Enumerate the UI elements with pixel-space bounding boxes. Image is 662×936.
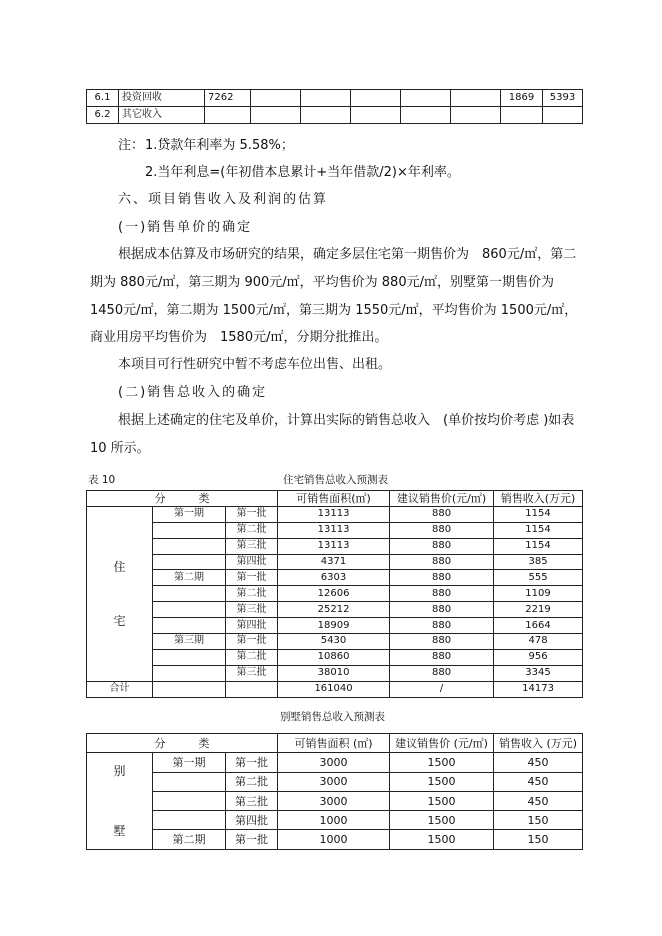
price-value: 880 bbox=[390, 618, 494, 634]
header-category: 分 类 bbox=[87, 734, 278, 753]
price-value: 880 bbox=[390, 570, 494, 586]
note-label: 注： bbox=[118, 138, 145, 153]
revenue-value: 1664 bbox=[494, 618, 583, 634]
table-row bbox=[87, 634, 583, 650]
row-name: 投资回收 bbox=[119, 90, 205, 107]
price-value: 1500 bbox=[390, 772, 494, 791]
area-value: 3000 bbox=[278, 753, 390, 772]
cell bbox=[301, 90, 351, 107]
area-value: 6303 bbox=[278, 570, 390, 586]
group-label-bottom: 宅 bbox=[113, 613, 126, 628]
total-revenue: 14173 bbox=[494, 681, 583, 697]
section-heading: 六、项目销售收入及利润的估算 bbox=[118, 192, 329, 207]
batch-label: 第二批 bbox=[226, 522, 278, 538]
table-row bbox=[87, 586, 583, 602]
header-category: 分 类 bbox=[87, 491, 278, 507]
area-value: 18909 bbox=[278, 618, 390, 634]
batch-label: 第四批 bbox=[226, 554, 278, 570]
area-value: 1000 bbox=[278, 811, 390, 830]
price-value: 1500 bbox=[390, 753, 494, 772]
cell bbox=[351, 90, 401, 107]
cell bbox=[301, 107, 351, 124]
table-row bbox=[87, 107, 583, 124]
price-value: 880 bbox=[390, 665, 494, 681]
subsection-heading-price: (一)销售单价的确定 bbox=[118, 220, 253, 235]
note-line-1: 1.贷款年利率为 5.58%； bbox=[145, 138, 294, 153]
batch-label: 第一批 bbox=[226, 570, 278, 586]
cell bbox=[251, 107, 301, 124]
phase-empty bbox=[153, 791, 226, 810]
row-number: 6.1 bbox=[87, 90, 119, 107]
header-revenue: 销售收入(万元) bbox=[494, 491, 583, 507]
price-value: 880 bbox=[390, 538, 494, 554]
cell bbox=[401, 90, 451, 107]
table-row bbox=[87, 522, 583, 538]
residential-revenue-table bbox=[86, 490, 583, 698]
header-price: 建议销售价(元/㎡) bbox=[390, 491, 494, 507]
area-value: 3000 bbox=[278, 772, 390, 791]
price-value: 880 bbox=[390, 634, 494, 650]
phase-empty bbox=[153, 811, 226, 830]
batch-label: 第三批 bbox=[226, 538, 278, 554]
group-label-residential bbox=[87, 506, 153, 681]
revenue-value: 2219 bbox=[494, 602, 583, 618]
area-value: 38010 bbox=[278, 665, 390, 681]
price-value: 880 bbox=[390, 586, 494, 602]
revenue-value: 150 bbox=[494, 811, 583, 830]
phase-empty bbox=[153, 772, 226, 791]
phase-empty bbox=[153, 602, 226, 618]
group-label-villa bbox=[87, 753, 153, 849]
villa-table-title: 别墅销售总收入预测表 bbox=[280, 711, 385, 723]
price-value: 880 bbox=[390, 649, 494, 665]
paragraph-line: 根据成本估算及市场研究的结果，确定多层住宅第一期售价为 860元/㎡，第二 bbox=[118, 247, 577, 262]
total-empty bbox=[153, 681, 226, 697]
table-row bbox=[87, 649, 583, 665]
table-row bbox=[87, 506, 583, 522]
total-label: 合计 bbox=[87, 681, 153, 697]
area-value: 25212 bbox=[278, 602, 390, 618]
phase-label: 第二期 bbox=[153, 570, 226, 586]
villa-revenue-table bbox=[86, 733, 583, 850]
phase-label: 第一期 bbox=[153, 753, 226, 772]
note-line-2: 2.当年利息=(年初借本息累计+当年借款/2)×年利率。 bbox=[145, 165, 460, 180]
cell bbox=[501, 107, 543, 124]
group-label-top: 住 bbox=[113, 559, 126, 574]
price-value: 880 bbox=[390, 522, 494, 538]
batch-label: 第三批 bbox=[226, 791, 278, 810]
phase-label: 第二期 bbox=[153, 830, 226, 849]
area-value: 13113 bbox=[278, 522, 390, 538]
total-area: 161040 bbox=[278, 681, 390, 697]
batch-label: 第三批 bbox=[226, 602, 278, 618]
revenue-value: 450 bbox=[494, 753, 583, 772]
revenue-value: 1154 bbox=[494, 506, 583, 522]
batch-label: 第一批 bbox=[226, 830, 278, 849]
table-row bbox=[87, 90, 583, 107]
cell: 5393 bbox=[543, 90, 583, 107]
price-value: 1500 bbox=[390, 830, 494, 849]
table-row bbox=[87, 791, 583, 810]
revenue-value: 450 bbox=[494, 772, 583, 791]
revenue-value: 956 bbox=[494, 649, 583, 665]
area-value: 13113 bbox=[278, 506, 390, 522]
phase-empty bbox=[153, 522, 226, 538]
table-row bbox=[87, 602, 583, 618]
area-value: 1000 bbox=[278, 830, 390, 849]
row-total: 7262 bbox=[205, 90, 251, 107]
area-value: 10860 bbox=[278, 649, 390, 665]
area-value: 3000 bbox=[278, 791, 390, 810]
cell bbox=[451, 90, 501, 107]
paragraph-line: 1450元/㎡，第二期为 1500元/㎡，第三期为 1550元/㎡，平均售价为 1500元/㎡， bbox=[90, 303, 578, 318]
table-row bbox=[87, 618, 583, 634]
revenue-value: 1154 bbox=[494, 538, 583, 554]
cell bbox=[251, 90, 301, 107]
batch-label: 第一批 bbox=[226, 753, 278, 772]
row-number: 6.2 bbox=[87, 107, 119, 124]
phase-empty bbox=[153, 586, 226, 602]
paragraph-line: 期为 880元/㎡，第三期为 900元/㎡，平均售价为 880元/㎡，别墅第一期售价为 bbox=[90, 275, 554, 290]
revenue-value: 3345 bbox=[494, 665, 583, 681]
batch-label: 第三批 bbox=[226, 665, 278, 681]
table-row bbox=[87, 772, 583, 791]
revenue-value: 150 bbox=[494, 830, 583, 849]
area-value: 12606 bbox=[278, 586, 390, 602]
revenue-value: 555 bbox=[494, 570, 583, 586]
batch-label: 第二批 bbox=[226, 772, 278, 791]
cell bbox=[401, 107, 451, 124]
group-label-bottom: 墅 bbox=[113, 824, 126, 839]
table-row bbox=[87, 665, 583, 681]
table-row bbox=[87, 811, 583, 830]
price-value: 880 bbox=[390, 602, 494, 618]
header-price: 建议销售价 (元/㎡) bbox=[390, 734, 494, 753]
paragraph: 本项目可行性研究中暂不考虑车位出售、出租。 bbox=[118, 357, 392, 372]
revenue-value: 1109 bbox=[494, 586, 583, 602]
phase-empty bbox=[153, 665, 226, 681]
batch-label: 第一批 bbox=[226, 634, 278, 650]
phase-label: 第三期 bbox=[153, 634, 226, 650]
header-revenue: 销售收入 (万元) bbox=[494, 734, 583, 753]
batch-label: 第一批 bbox=[226, 506, 278, 522]
price-value: 1500 bbox=[390, 811, 494, 830]
revenue-value: 385 bbox=[494, 554, 583, 570]
price-value: 1500 bbox=[390, 791, 494, 810]
area-value: 4371 bbox=[278, 554, 390, 570]
batch-label: 第四批 bbox=[226, 618, 278, 634]
table-row bbox=[87, 570, 583, 586]
table-row bbox=[87, 830, 583, 849]
phase-empty bbox=[153, 649, 226, 665]
table-header-row bbox=[87, 734, 583, 753]
table-row bbox=[87, 753, 583, 772]
cell bbox=[451, 107, 501, 124]
revenue-value: 478 bbox=[494, 634, 583, 650]
cell bbox=[351, 107, 401, 124]
revenue-value: 450 bbox=[494, 791, 583, 810]
table-row bbox=[87, 554, 583, 570]
phase-empty bbox=[153, 554, 226, 570]
revenue-value: 1154 bbox=[494, 522, 583, 538]
phase-empty bbox=[153, 538, 226, 554]
price-value: 880 bbox=[390, 506, 494, 522]
subsection-heading-revenue: (二)销售总收入的确定 bbox=[118, 385, 268, 400]
row-total bbox=[205, 107, 251, 124]
paragraph-line: 根据上述确定的住宅及单价，计算出实际的销售总收入 (单价按均价考虑 )如表 bbox=[118, 413, 575, 428]
paragraph-line: 商业用房平均售价为 1580元/㎡，分期分批推出。 bbox=[90, 330, 388, 345]
total-price: / bbox=[390, 681, 494, 697]
phase-label: 第一期 bbox=[153, 506, 226, 522]
area-value: 13113 bbox=[278, 538, 390, 554]
cell: 1869 bbox=[501, 90, 543, 107]
price-value: 880 bbox=[390, 554, 494, 570]
batch-label: 第二批 bbox=[226, 649, 278, 665]
table-label: 表 10 bbox=[88, 474, 116, 486]
paragraph-line: 10 所示。 bbox=[90, 441, 150, 456]
group-label-top: 别 bbox=[113, 764, 126, 779]
phase-empty bbox=[153, 618, 226, 634]
investment-table bbox=[86, 89, 583, 124]
header-area: 可销售面积 (㎡) bbox=[278, 734, 390, 753]
total-empty bbox=[226, 681, 278, 697]
residential-table-title: 住宅销售总收入预测表 bbox=[283, 474, 388, 486]
batch-label: 第二批 bbox=[226, 586, 278, 602]
batch-label: 第四批 bbox=[226, 811, 278, 830]
row-name: 其它收入 bbox=[119, 107, 205, 124]
table-total-row bbox=[87, 681, 583, 697]
cell bbox=[543, 107, 583, 124]
table-row bbox=[87, 538, 583, 554]
table-header-row bbox=[87, 491, 583, 507]
area-value: 5430 bbox=[278, 634, 390, 650]
header-area: 可销售面积(㎡) bbox=[278, 491, 390, 507]
